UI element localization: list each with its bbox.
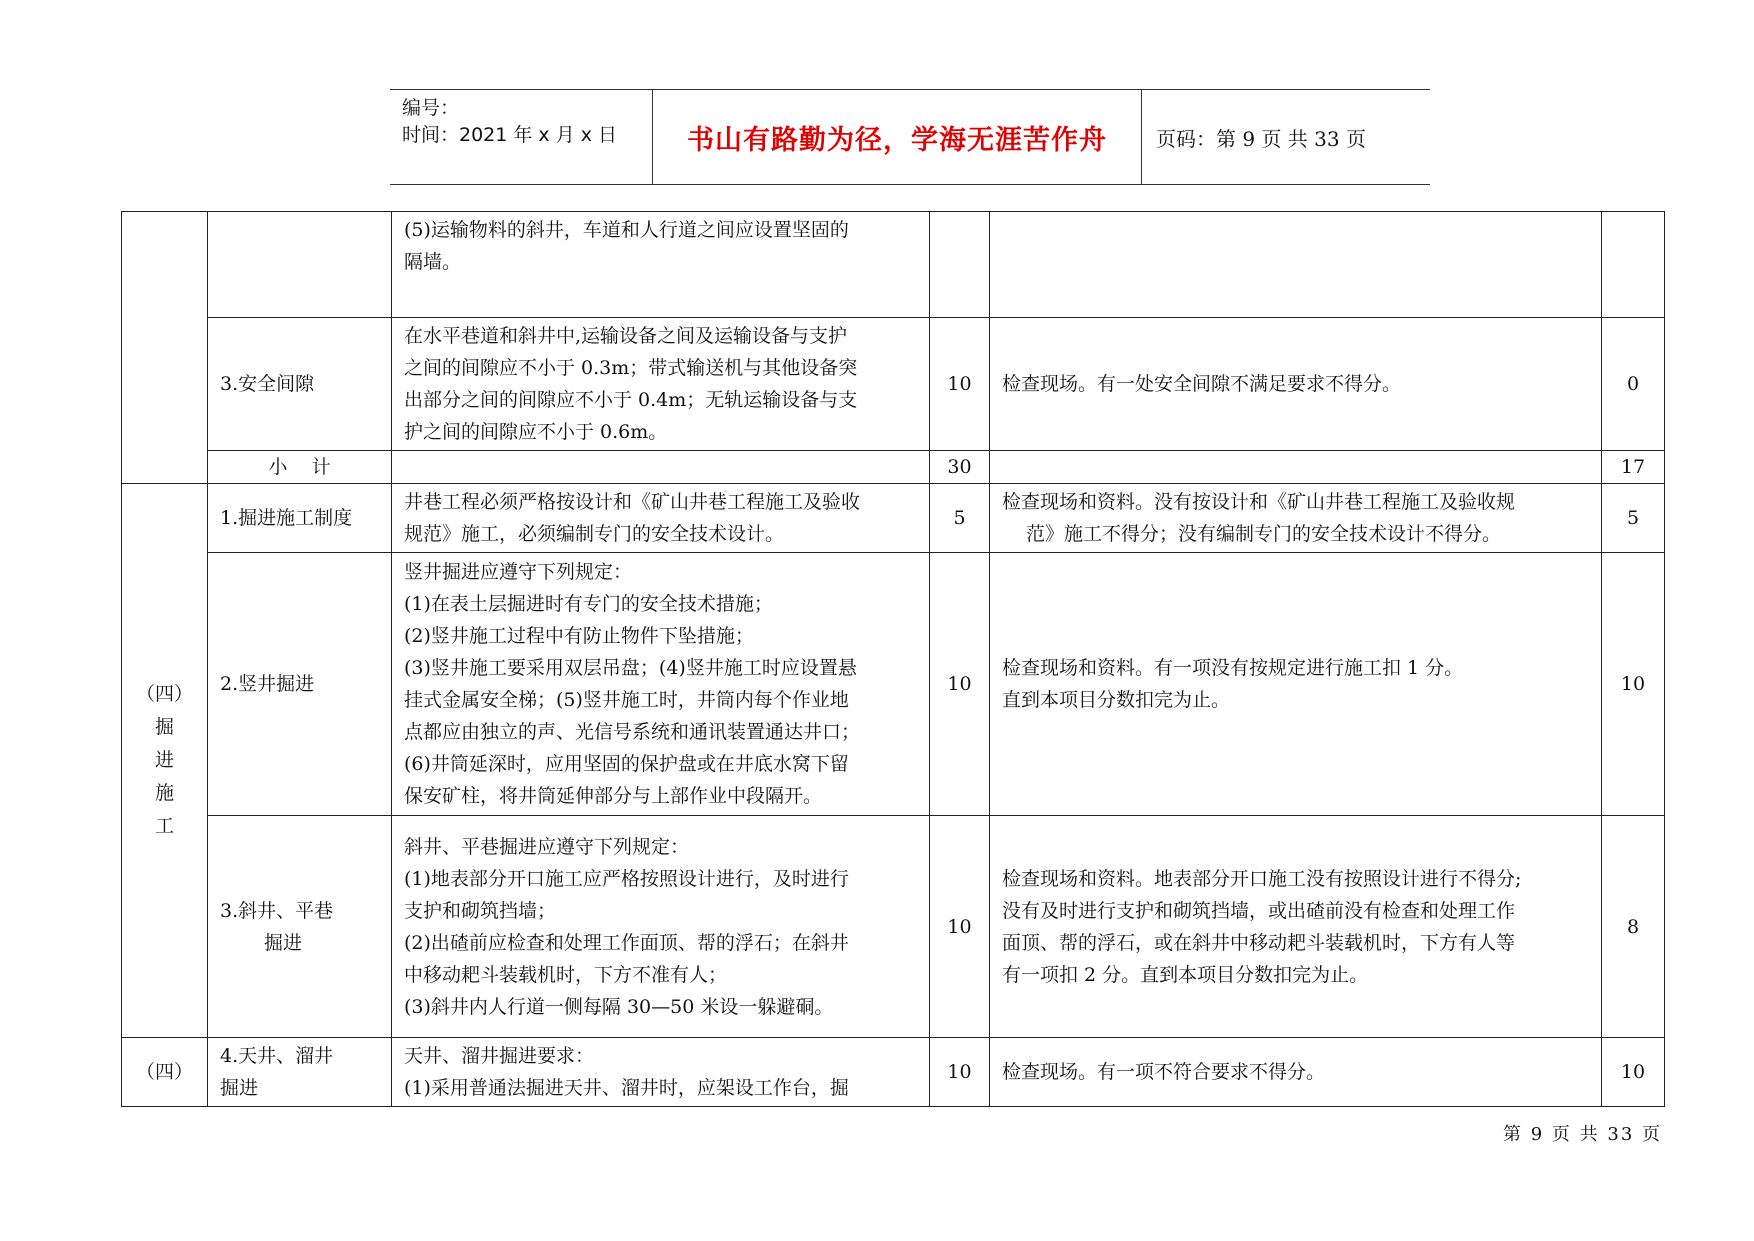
score-cell: 5 (930, 484, 990, 553)
result-cell: 5 (1602, 484, 1665, 553)
subtotal-label: 小 计 (208, 451, 392, 484)
requirement-line: (1)在表土层掘进时有专门的安全技术措施； (404, 593, 773, 615)
requirement-cell (392, 1038, 930, 1107)
result-cell: 10 (1602, 553, 1665, 816)
result-cell: 10 (1602, 1038, 1665, 1107)
result-cell: 0 (1602, 318, 1665, 451)
requirement-line: 保安矿柱，将井筒延伸部分与上部作业中段隔开。 (404, 785, 823, 807)
method-cell (990, 212, 1602, 318)
requirement-cell (392, 484, 930, 553)
method-line: 有一项扣 2 分。直到本项目分数扣完为止。 (1002, 963, 1369, 986)
method-cell: 检查现场。有一处安全间隙不满足要求不得分。 (990, 318, 1602, 451)
requirement-line: (3)竖井施工要采用双层吊盘；(4)竖井施工时应设置悬 (404, 657, 857, 679)
item-cell: 3.安全间隙 (208, 318, 392, 451)
table-row (122, 816, 1665, 1038)
section-char: 施 (154, 782, 174, 804)
item-cell (208, 816, 392, 1038)
section-char: 工 (154, 815, 174, 837)
section-bottom-label: （四） (122, 1038, 208, 1107)
motto: 书山有路勤为径，学海无涯苦作舟 (687, 124, 1107, 156)
item-line: 4.天井、溜井 (220, 1045, 334, 1067)
requirement-cell (392, 212, 930, 318)
method-cell (990, 816, 1602, 1038)
section-char: 掘 (154, 716, 174, 738)
page-code: 页码：第 9 页 共 33 页 (1156, 126, 1366, 151)
requirement-line: 在水平巷道和斜井中,运输设备之间及运输设备与支护 (404, 325, 848, 347)
method-line: 直到本项目分数扣完为止。 (1002, 689, 1231, 711)
header-meta (390, 90, 653, 184)
section-char: 进 (154, 749, 174, 771)
requirement-line: 竖井掘进应遵守下列规定： (404, 561, 633, 583)
requirement-line: 挂式金属安全梯；(5)竖井施工时，井筒内每个作业地 (404, 689, 849, 711)
requirement-line: 中移动耙斗装载机时，下方不准有人； (404, 963, 728, 986)
requirement-line: (2)出碴前应检查和处理工作面顶、帮的浮石；在斜井 (404, 931, 849, 954)
requirement-line: (2)竖井施工过程中有防止物件下坠措施； (404, 625, 754, 647)
method-cell: 检查现场。有一项不符合要求不得分。 (990, 1038, 1602, 1107)
item-line: 3.斜井、平巷 (220, 899, 334, 922)
requirement-line: (1)地表部分开口施工应严格按照设计进行，及时进行 (404, 867, 849, 890)
method-line: 没有及时进行支护和砌筑挡墙，或出碴前没有检查和处理工作 (1002, 899, 1516, 922)
item-line: 掘进 (220, 1077, 259, 1099)
method-cell (990, 484, 1602, 553)
method-line: 检查现场和资料。没有按设计和《矿山井巷工程施工及验收规 (1002, 491, 1516, 513)
section-category-cell (122, 484, 208, 1038)
method-cell (990, 553, 1602, 816)
score-cell: 10 (930, 1038, 990, 1107)
requirement-line: 天井、溜井掘进要求： (404, 1045, 595, 1067)
inspection-table (121, 211, 1665, 1107)
result-cell: 8 (1602, 816, 1665, 1038)
table-row (122, 1038, 1665, 1107)
requirement-line: 之间的间隙应不小于 0.3m；带式输送机与其他设备突 (404, 357, 858, 379)
score-cell (930, 212, 990, 318)
score-cell: 10 (930, 318, 990, 451)
requirement-cell (392, 816, 930, 1038)
subtotal-empty (392, 451, 930, 484)
subtotal-result: 17 (1602, 451, 1665, 484)
category-cell-top (122, 212, 208, 484)
subtotal-row (122, 451, 1665, 484)
requirement-cell (392, 553, 930, 816)
requirement-line: (5)运输物料的斜井，车道和人行道之间应设置坚固的 (404, 219, 849, 241)
table-row (122, 212, 1665, 318)
page-header (390, 89, 1430, 185)
item-cell: 1.掘进施工制度 (208, 484, 392, 553)
header-motto-cell (653, 90, 1142, 184)
requirement-line: 隔墙。 (404, 251, 462, 273)
requirement-line: 斜井、平巷掘进应遵守下列规定： (404, 835, 690, 858)
table-row (122, 318, 1665, 451)
method-line: 面顶、帮的浮石，或在斜井中移动耙斗装载机时，下方有人等 (1002, 931, 1516, 954)
result-cell (1602, 212, 1665, 318)
requirement-line: 护之间的间隙应不小于 0.6m。 (404, 421, 668, 443)
requirement-line: 井巷工程必须严格按设计和《矿山井巷工程施工及验收 (404, 491, 861, 513)
number-label: 编号： (402, 97, 460, 119)
section-paren: （四） (135, 683, 193, 705)
item-cell (208, 1038, 392, 1107)
score-cell: 10 (930, 816, 990, 1038)
requirement-line: (3)斜井内人行道一侧每隔 30—50 米设一躲避硐。 (404, 995, 834, 1018)
header-page-cell (1142, 90, 1430, 184)
page-footer: 第 9 页 共 33 页 (1503, 1124, 1662, 1145)
item-cell (208, 212, 392, 318)
score-cell: 10 (930, 553, 990, 816)
table-row (122, 553, 1665, 816)
requirement-line: (1)采用普通法掘进天井、溜井时，应架设工作台，掘 (404, 1077, 849, 1099)
requirement-line: 支护和砌筑挡墙； (404, 899, 557, 922)
subtotal-empty (990, 451, 1602, 484)
requirement-line: 规范》施工，必须编制专门的安全技术设计。 (404, 523, 785, 545)
method-line: 范》施工不得分；没有编制专门的安全技术设计不得分。 (1026, 523, 1502, 545)
method-line: 检查现场和资料。有一项没有按规定进行施工扣 1 分。 (1002, 657, 1464, 679)
item-line: 掘进 (264, 931, 303, 954)
table-row (122, 484, 1665, 553)
item-cell: 2.竖井掘进 (208, 553, 392, 816)
requirement-line: 出部分之间的间隙应不小于 0.4m；无轨运输设备与支 (404, 389, 858, 411)
method-line: 检查现场和资料。地表部分开口施工没有按照设计进行不得分; (1002, 867, 1522, 890)
requirement-line: (6)井筒延深时，应用坚固的保护盘或在井底水窝下留 (404, 753, 849, 775)
requirement-line: 点都应由独立的声、光信号系统和通讯装置通达井口； (404, 721, 861, 743)
time-label: 时间：2021 年 x 月 x 日 (402, 124, 618, 146)
requirement-cell (392, 318, 930, 451)
subtotal-score: 30 (930, 451, 990, 484)
